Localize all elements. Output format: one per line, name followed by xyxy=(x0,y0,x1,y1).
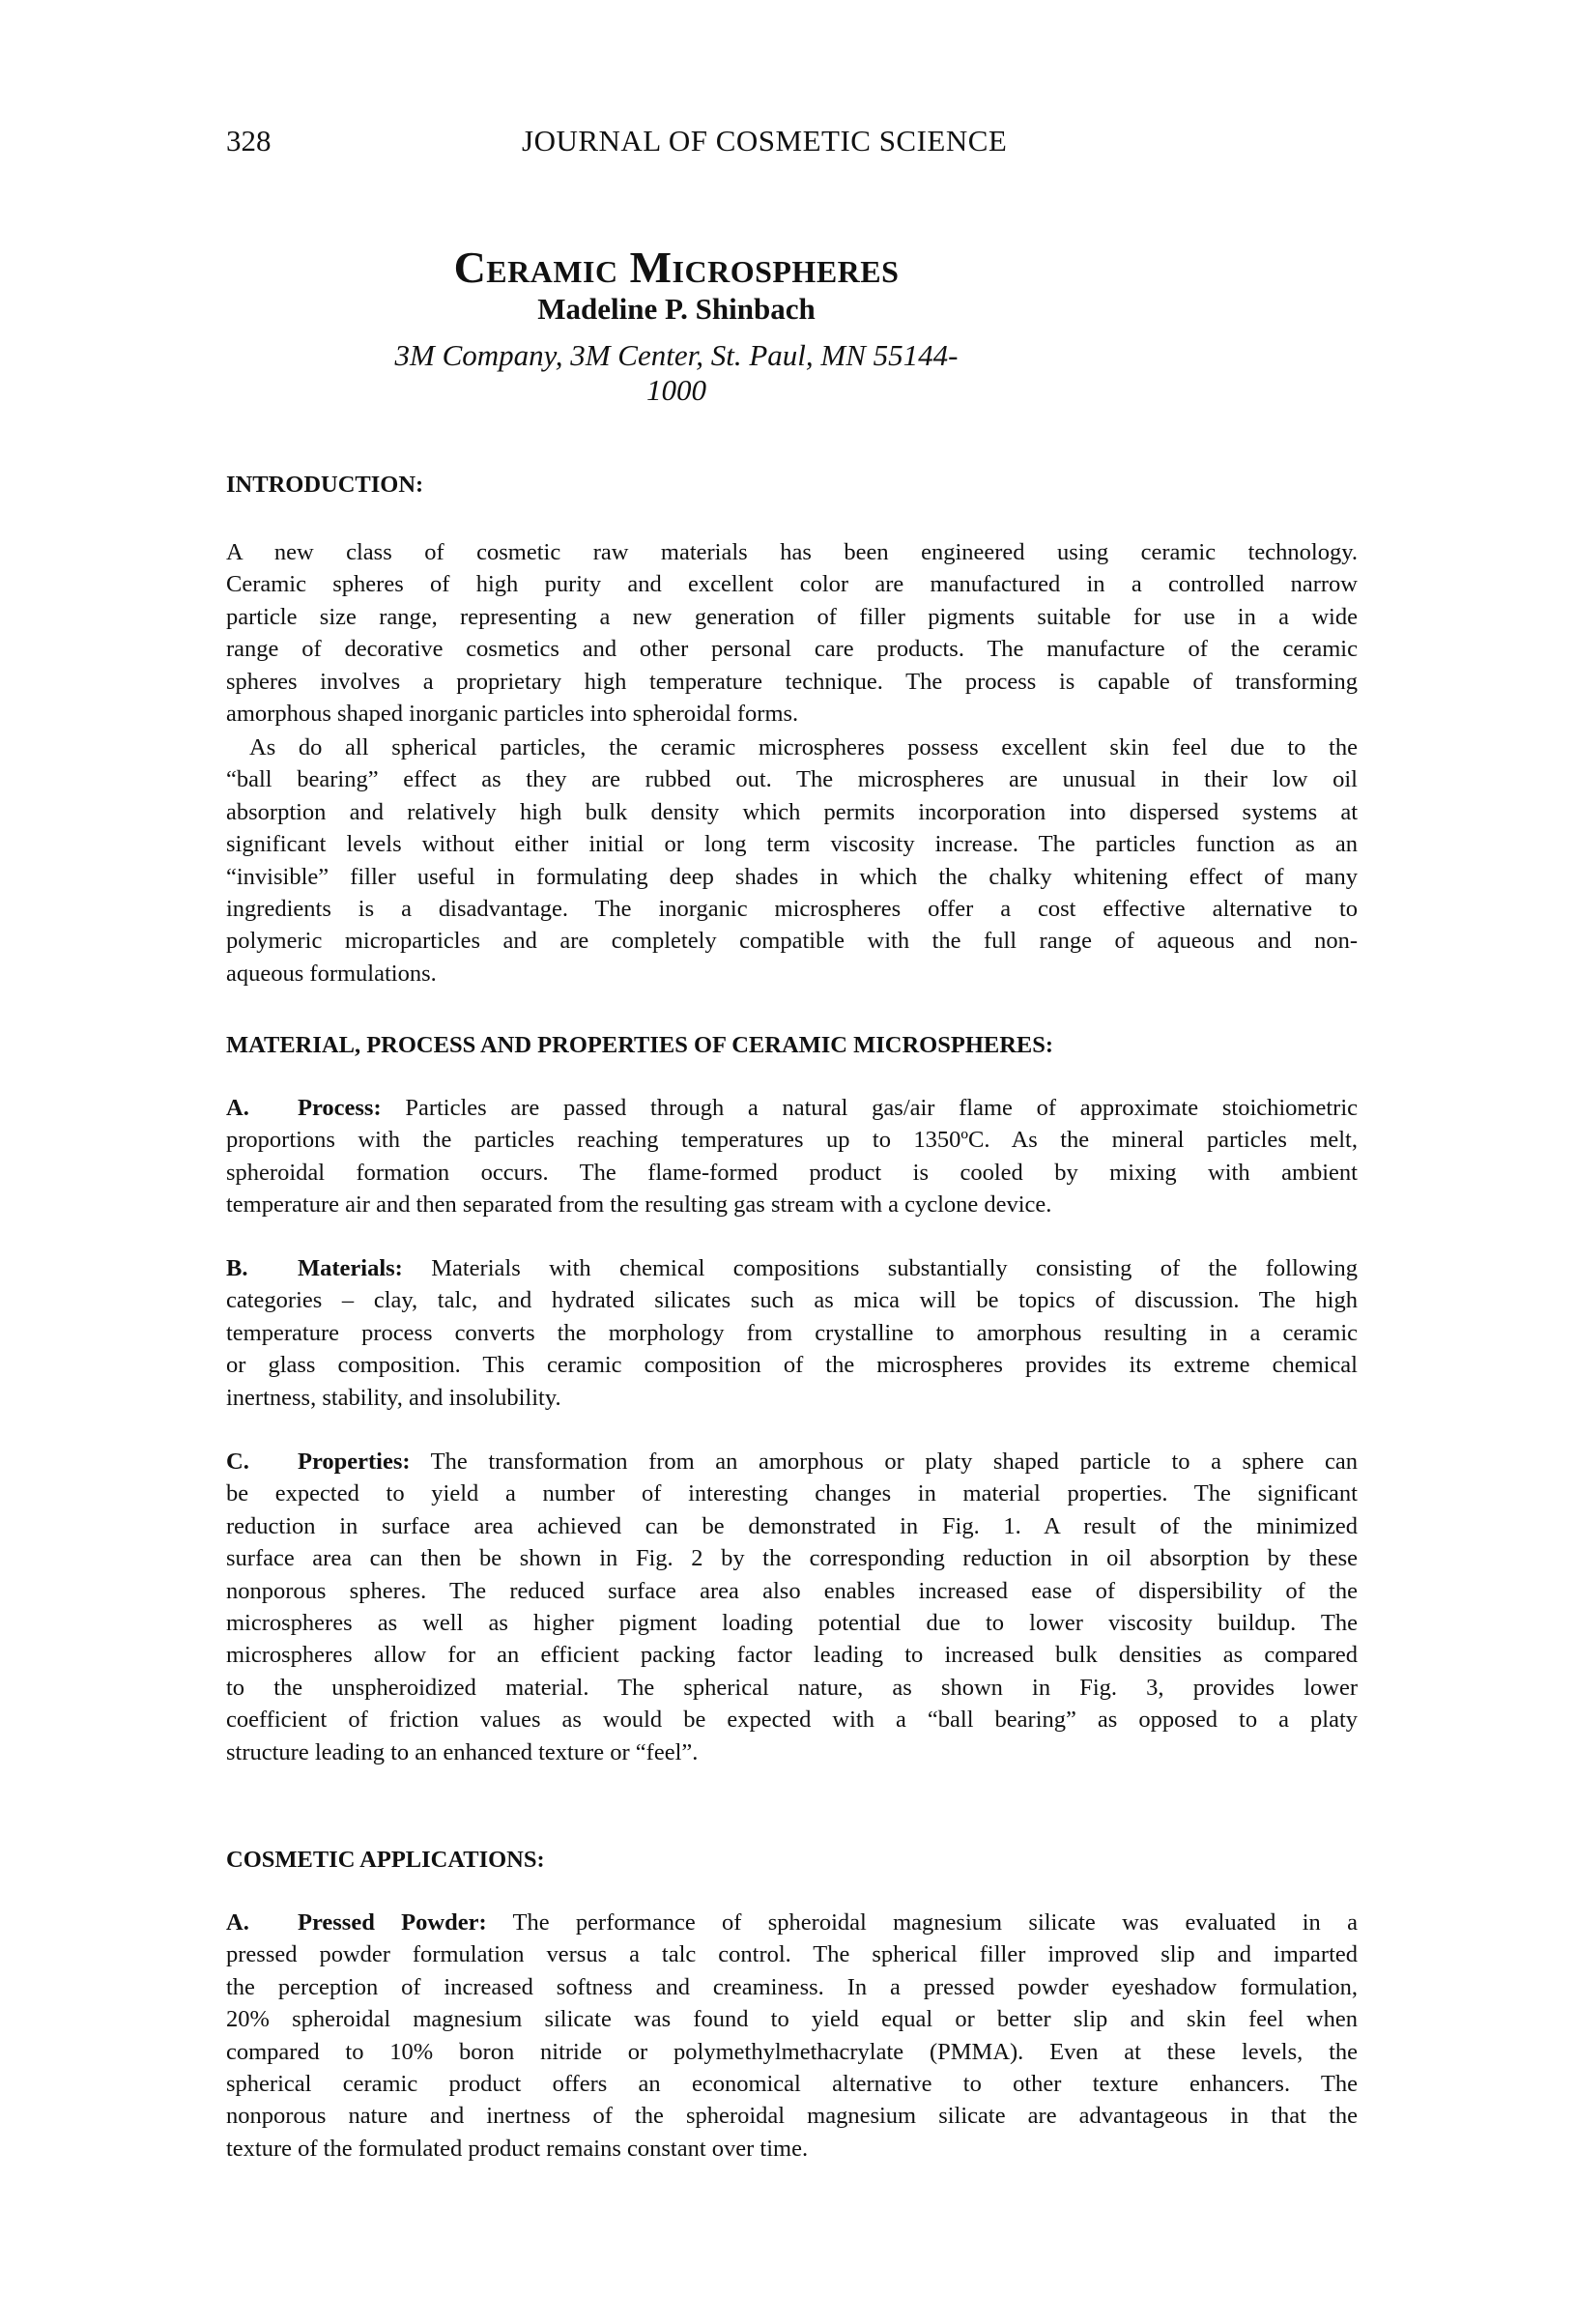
text-line: nonporous spheres. The reduced surface area also enables increased ease of dispersibility of the xyxy=(226,1577,1358,1604)
text-line: microspheres allow for an efficient packing factor leading to increased bulk densities as compared xyxy=(226,1642,1358,1669)
subsection-properties xyxy=(226,1446,1358,1768)
text-line: range of decorative cosmetics and other personal care products. The manufacture of the ceramic xyxy=(226,636,1358,663)
subsection-label: A. xyxy=(226,1909,249,1936)
text-line: polymeric microparticles and are completely compatible with the full range of aqueous and non- xyxy=(226,928,1358,955)
text-line: 20% spheroidal magnesium silicate was found to yield equal or better slip and skin feel when xyxy=(226,2006,1358,2033)
text-line: absorption and relatively high bulk density which permits incorporation into dispersed systems at xyxy=(226,798,1358,825)
section-heading-cosmetic-applications: COSMETIC APPLICATIONS: xyxy=(226,1847,545,1873)
section-heading-material: MATERIAL, PROCESS AND PROPERTIES OF CERAMIC MICROSPHERES: xyxy=(226,1032,1054,1058)
author-affiliation: 3M Company, 3M Center, St. Paul, MN 55144-1000 xyxy=(394,338,959,407)
subsection-pressed-powder xyxy=(226,1907,1358,2165)
subsection-label: B. xyxy=(226,1255,248,1281)
subsection-materials xyxy=(226,1252,1358,1414)
text-line: to the unspheroidized material. The spherical nature, as shown in Fig. 3, provides lower xyxy=(226,1674,1358,1701)
text-line: amorphous shaped inorganic particles into spheroidal forms. xyxy=(226,700,799,727)
subsection-label: C. xyxy=(226,1449,249,1475)
text-line: reduction in surface area achieved can be demonstrated in Fig. 1. A result of the minimized xyxy=(226,1512,1358,1539)
text-line: A new class of cosmetic raw materials has been engineered using ceramic technology. xyxy=(226,539,1358,565)
text-line: aqueous formulations. xyxy=(226,960,437,987)
text-line xyxy=(226,1446,1358,1478)
text-line: spherical ceramic product offers an economical alternative to other texture enhancers. The xyxy=(226,2070,1358,2097)
text-line: ingredients is a disadvantage. The inorganic microspheres offer a cost effective alternative to xyxy=(226,895,1358,922)
text-line: nonporous nature and inertness of the spheroidal magnesium silicate are advantageous in that the xyxy=(226,2103,1358,2130)
text-line: As do all spherical particles, the ceramic microspheres possess excellent skin feel due to the xyxy=(249,734,1358,760)
text-line: compared to 10% boron nitride or polymethylmethacrylate (PMMA). Even at these levels, the xyxy=(226,2038,1358,2065)
subsection-heading: Process: xyxy=(298,1095,382,1121)
text-line: the perception of increased softness and creaminess. In a pressed powder eyeshadow formulation, xyxy=(226,1973,1358,2000)
text-line xyxy=(226,1092,1358,1124)
journal-title: JOURNAL OF COSMETIC SCIENCE xyxy=(522,124,1008,158)
subsection-label: A. xyxy=(226,1095,249,1121)
text-line: spheroidal formation occurs. The flame-formed product is cooled by mixing with ambient xyxy=(226,1159,1358,1186)
article-title: Ceramic Microspheres xyxy=(453,243,900,292)
subsection-heading: Materials: xyxy=(298,1255,403,1281)
section-heading-introduction: INTRODUCTION: xyxy=(226,472,424,498)
text-line xyxy=(226,1252,1358,1284)
text-line: “ball bearing” effect as they are rubbed out. The microspheres are unusual in their low oil xyxy=(226,766,1358,793)
text-line: Ceramic spheres of high purity and excellent color are manufactured in a controlled narrow xyxy=(226,571,1358,598)
line-text: The performance of spheroidal magnesium silicate was evaluated in a xyxy=(512,1909,1358,1936)
intro-paragraph-2 xyxy=(226,732,1358,990)
text-line: microspheres as well as higher pigment loading potential due to lower viscosity buildup. The xyxy=(226,1609,1358,1636)
text-line: “invisible” filler useful in formulating deep shades in which the chalky whitening effect of many xyxy=(226,863,1358,890)
line-text: Particles are passed through a natural gas/air flame of approximate stoichiometric xyxy=(405,1095,1359,1121)
subsection-heading: Pressed Powder: xyxy=(298,1909,487,1936)
text-line: temperature process converts the morphology from crystalline to amorphous resulting in a ceramic xyxy=(226,1319,1358,1346)
text-line: be expected to yield a number of interesting changes in material properties. The significant xyxy=(226,1480,1358,1507)
text-line: spheres involves a proprietary high temperature technique. The process is capable of transforming xyxy=(226,668,1358,695)
text-line xyxy=(226,1907,1358,1938)
text-line: coefficient of friction values as would be expected with a “ball bearing” as opposed to a platy xyxy=(226,1707,1358,1734)
intro-paragraph-1 xyxy=(226,536,1358,730)
text-line: surface area can then be shown in Fig. 2 by the corresponding reduction in oil absorption by these xyxy=(226,1545,1358,1572)
text-line: inertness, stability, and insolubility. xyxy=(226,1384,561,1411)
text-line: particle size range, representing a new generation of filler pigments suitable for use in a wide xyxy=(226,603,1358,630)
text-line: structure leading to an enhanced texture or “feel”. xyxy=(226,1738,699,1765)
text-line: pressed powder formulation versus a talc control. The spherical filler improved slip and imparted xyxy=(226,1941,1358,1968)
text-line: significant levels without either initial or long term viscosity increase. The particles function as an xyxy=(226,831,1358,858)
text-line: categories – clay, talc, and hydrated silicates such as mica will be topics of discussion. The high xyxy=(226,1287,1358,1314)
text-line: or glass composition. This ceramic composition of the microspheres provides its extreme chemical xyxy=(226,1352,1358,1379)
text-line: temperature air and then separated from the resulting gas stream with a cyclone device. xyxy=(226,1191,1052,1219)
text-line: texture of the formulated product remains constant over time. xyxy=(226,2135,809,2162)
line-text: Materials with chemical compositions substantially consisting of the following xyxy=(431,1255,1359,1281)
subsection-process xyxy=(226,1092,1358,1221)
text-line: proportions with the particles reaching temperatures up to 1350ºC. As the mineral particles melt, xyxy=(226,1127,1358,1154)
line-text: The transformation from an amorphous or platy shaped particle to a sphere can xyxy=(430,1449,1358,1475)
author-name: Madeline P. Shinbach xyxy=(537,292,816,326)
subsection-heading: Properties: xyxy=(298,1449,411,1475)
page-number: 328 xyxy=(226,124,272,158)
